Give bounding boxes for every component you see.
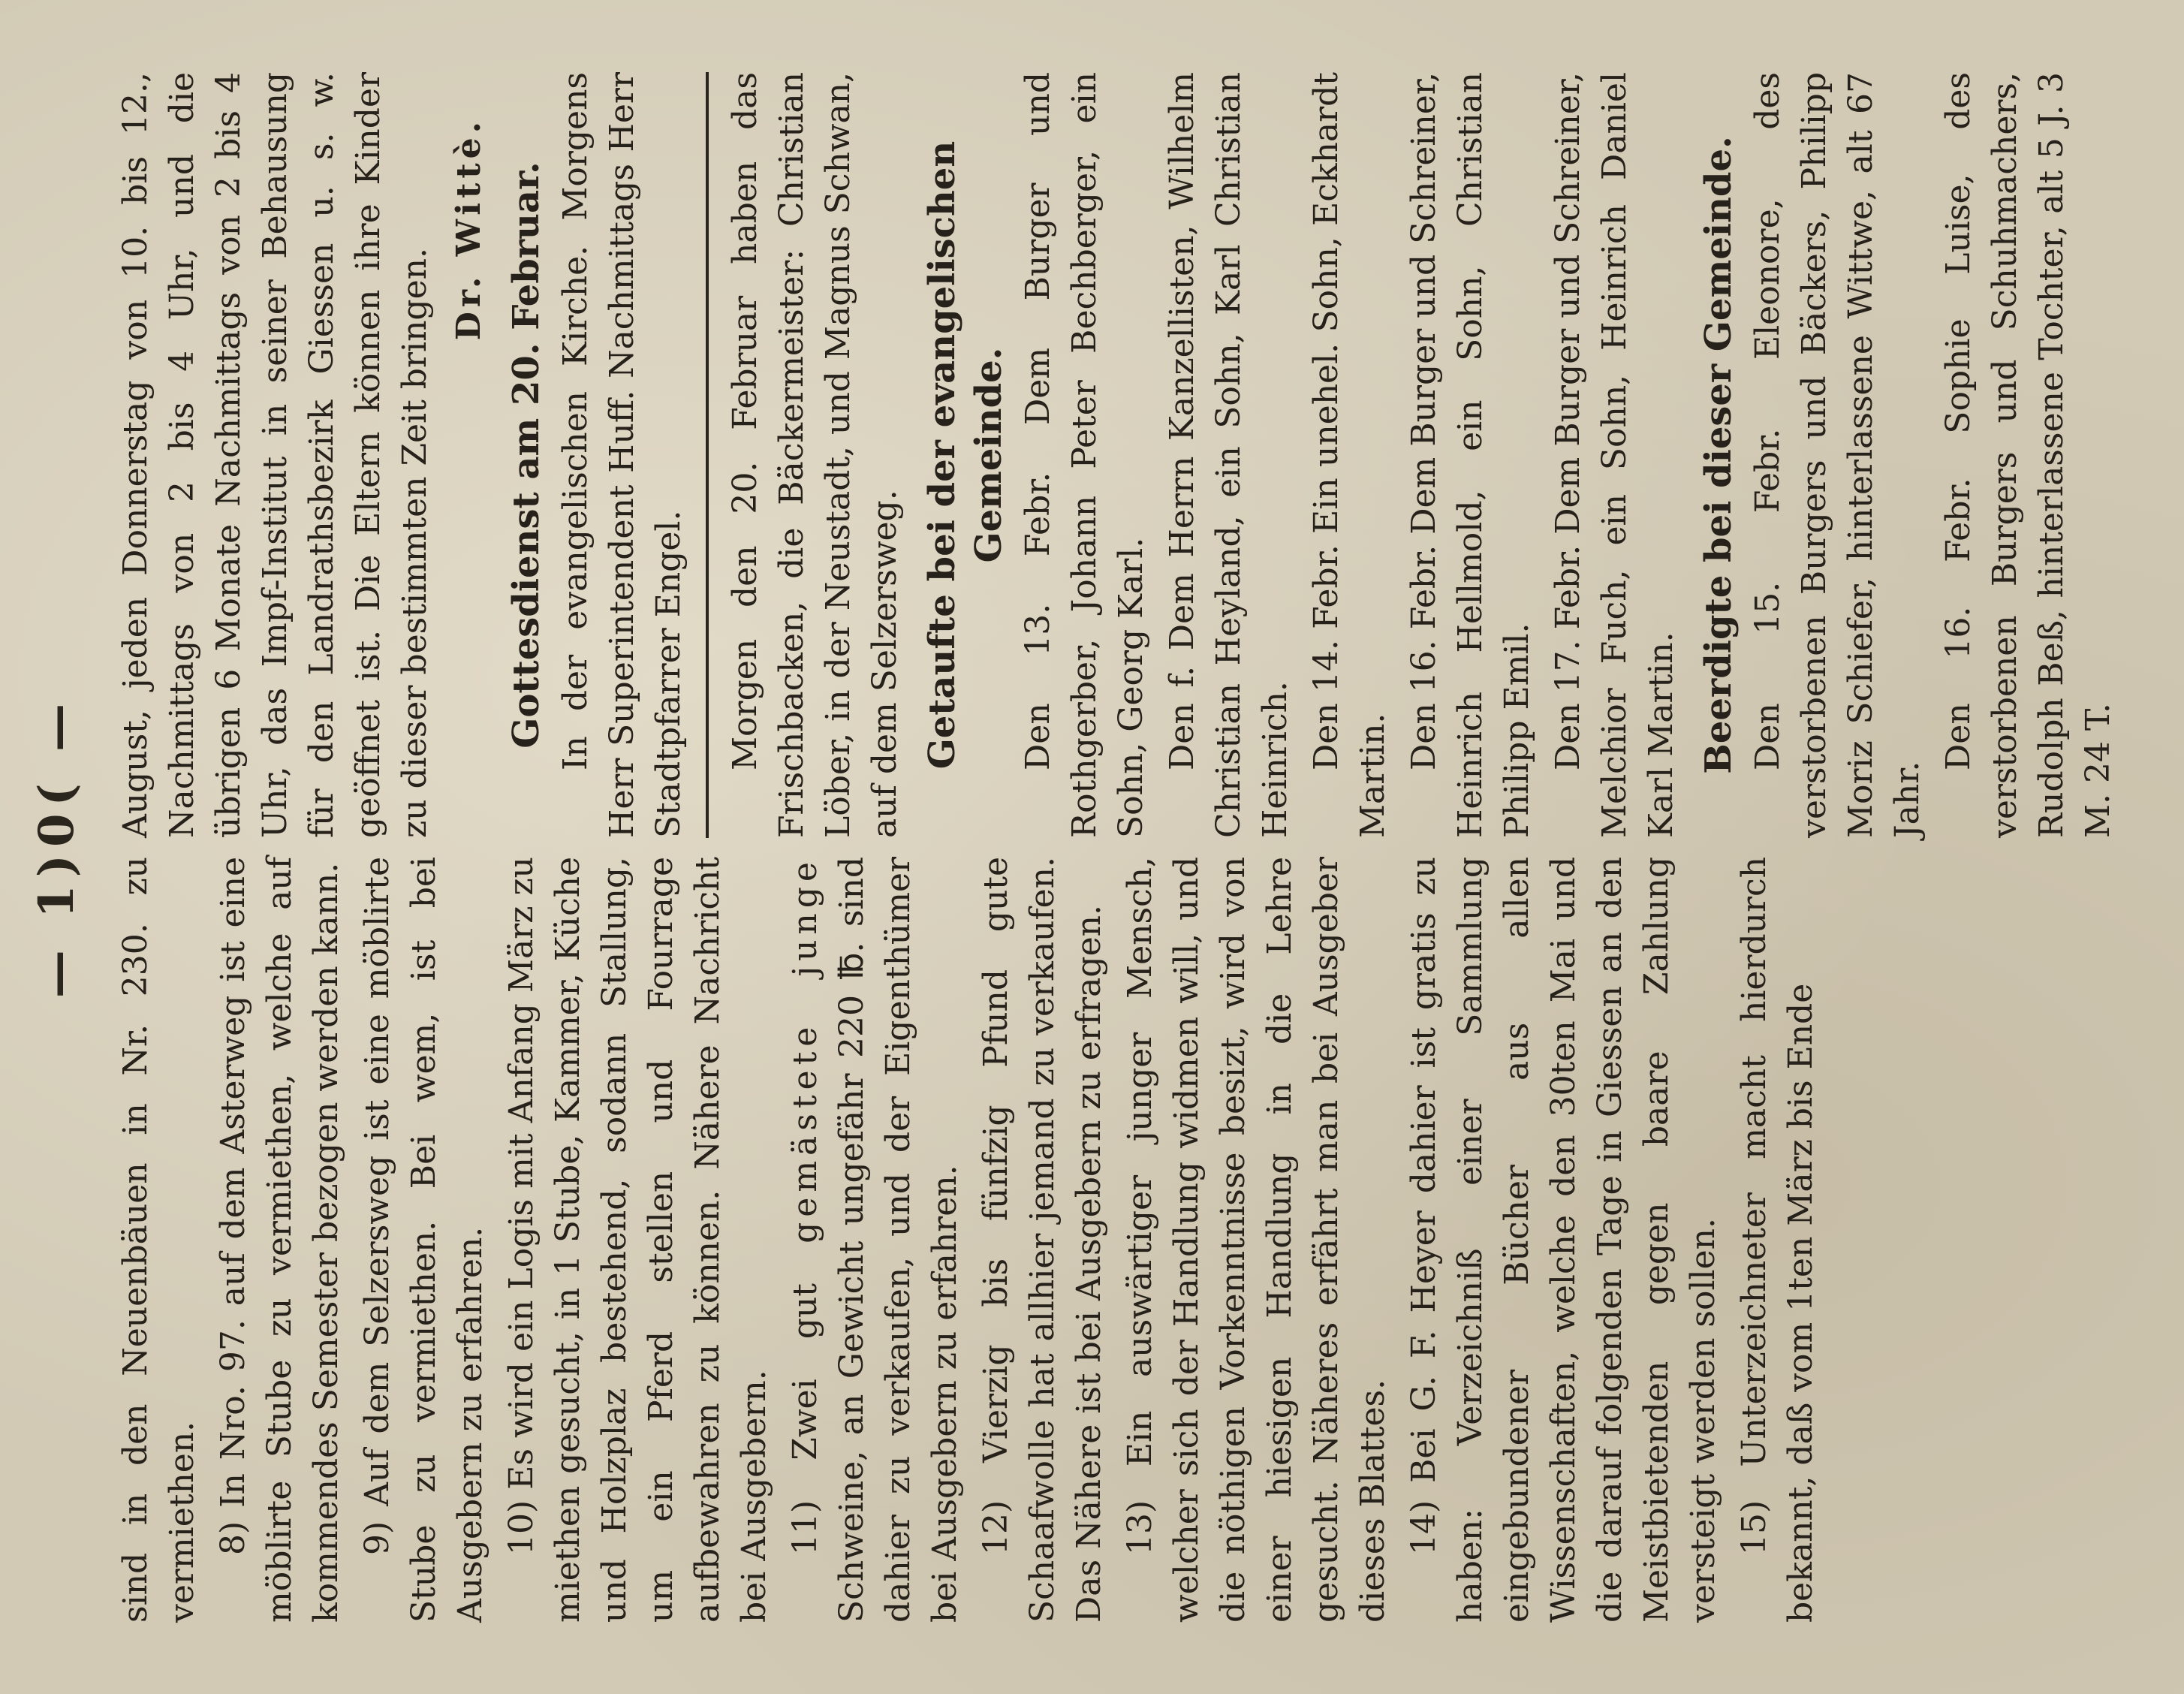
left-column bbox=[113, 857, 1829, 1623]
page-header bbox=[15, 0, 98, 1694]
baptism-entry-2: Den f. Dem Herrn Kanzellisten, Wilhelm Christian Heyland, ein Sohn, Karl Christian Heinrich. bbox=[1163, 72, 1294, 838]
notice-11-rest: Schweine, an Gewicht ungefähr 220 ℔. sind dahier zu verkaufen, und der Eigenthümer bei Ausgebern zu erfahren. bbox=[833, 857, 964, 1623]
baking-notice: Morgen den 20. Februar haben das Frischbacken, die Bäckermeister: Christian Löber, in der Neustadt, und Magnus Schwan, auf dem Selzersweg. bbox=[726, 72, 904, 838]
notice-neuenbaeuen: sind in den Neuenbäuen in Nr. 230. zu vermiethen. bbox=[116, 857, 201, 1623]
church-service: In der evangelischen Kirche. Morgens Herr Superintendent Huff. Nachmittags Herr Stadtpfarrer Engel. bbox=[556, 72, 688, 838]
notice-15: 15) Unterzeichneter macht hierdurch bekannt, daß vom 1ten März bis Ende bbox=[1735, 857, 1820, 1623]
notice-12: 12) Vierzig bis fünfzig Pfund gute Schaafwolle hat allhier jemand zu verkaufen. Das Nähere ist bei Ausgebern zu erfragen. bbox=[977, 857, 1108, 1623]
section-rule bbox=[706, 72, 709, 838]
notice-11-start: 11) Zwei gut bbox=[786, 1243, 824, 1555]
notice-13: 13) Ein auswärtiger junger Mensch, welcher sich der Handlung widmen will, und die nöthigen Vorkenntnisse besizt, wird von einer hiesigen Handlung in die Lehre gesucht. Näheres erfährt man bei Ausgeber dieses Blattes. bbox=[1121, 857, 1392, 1623]
notice-9: 9) Auf dem Selzersweg ist eine möblirte Stube zu vermiethen. Bei wem, ist bei Ausgebern zu erfahren. bbox=[358, 857, 490, 1623]
notice-8: 8) In Nro. 97. auf dem Asterweg ist eine möblirte Stube zu vermiethen, welche auf kommendes Semester bezogen werden kann. bbox=[214, 857, 345, 1623]
notice-15-continued: August, jeden Donnerstag von 10. bis 12., Nachmittags von 2 bis 4 Uhr, und die übrigen 6 Monate Nachmittags von 2 bis 4 Uhr, das Impf-Institut in seiner Behausung für den Landrathsbezirk Giessen u. s. w. geöffnet ist. Die Eltern können ihre Kinder zu dieser bestimmten Zeit bringen. bbox=[116, 72, 434, 838]
heading-gottesdienst: Gottesdienst am 20. Februar. bbox=[505, 161, 547, 749]
baptism-entry-3: Den 14. Febr. Ein unehel. Sohn, Eckhardt Martin. bbox=[1307, 72, 1392, 838]
baptism-entry-4: Den 16. Febr. Dem Burger und Schreiner, Heinrich Hellmold, ein Sohn, Christian Philipp Emil. bbox=[1405, 72, 1536, 838]
notice-10: 10) Es wird ein Logis mit Anfang März zu miethen gesucht, in 1 Stube, Kammer, Küche und Holzplaz bestehend, sodann Stallung, um ein Pferd stellen und Fourrage aufbewahren zu können. Nähere Nachricht bei Ausgebern. bbox=[502, 857, 773, 1623]
notice-11-emphasis: gemästete junge bbox=[786, 857, 824, 1243]
burial-entry-2: Den 16. Febr. Sophie Luise, des verstorbenen Burgers und Schuhmachers, Rudolph Beß, hinterlassene Tochter, alt 5 J. 3 M. 24 T. bbox=[1939, 72, 2117, 838]
notice-14: 14) Bei G. F. Heyer dahier ist gratis zu haben: Verzeichniß einer Sammlung eingebundener Bücher aus allen Wissenschaften, welche den 30ten Mai und die darauf folgenden Tage in Giessen an den Meistbietenden gegen baare Zahlung versteigt werden sollen. bbox=[1405, 857, 1722, 1623]
heading-getaufte: Getaufte bei der evangelischen Gemeinde. bbox=[921, 140, 1010, 770]
signature: Dr. Wittè. bbox=[450, 117, 488, 341]
column-divider bbox=[143, 855, 2095, 857]
baptism-entry-1: Den 13. Febr. Dem Burger und Rothgerber, Johann Peter Bechberger, ein Sohn, Georg Karl. bbox=[1019, 72, 1150, 838]
right-column bbox=[113, 72, 2126, 838]
heading-beerdigte: Beerdigte bei dieser Gemeinde. bbox=[1697, 136, 1740, 774]
baptism-entry-5: Den 17. Febr. Dem Burger und Schreiner, Melchior Fuch, ein Sohn, Heinrich Daniel Karl Martin. bbox=[1549, 72, 1680, 838]
notice-11 bbox=[782, 857, 968, 1623]
burial-entry-1: Den 15. Febr. Eleonore, des verstorbenen Burgers und Bäckers, Philipp Moriz Schiefer, hinterlassene Wittwe, alt 67 Jahr. bbox=[1749, 72, 1926, 838]
page-number: — 1)0( — bbox=[28, 695, 85, 999]
